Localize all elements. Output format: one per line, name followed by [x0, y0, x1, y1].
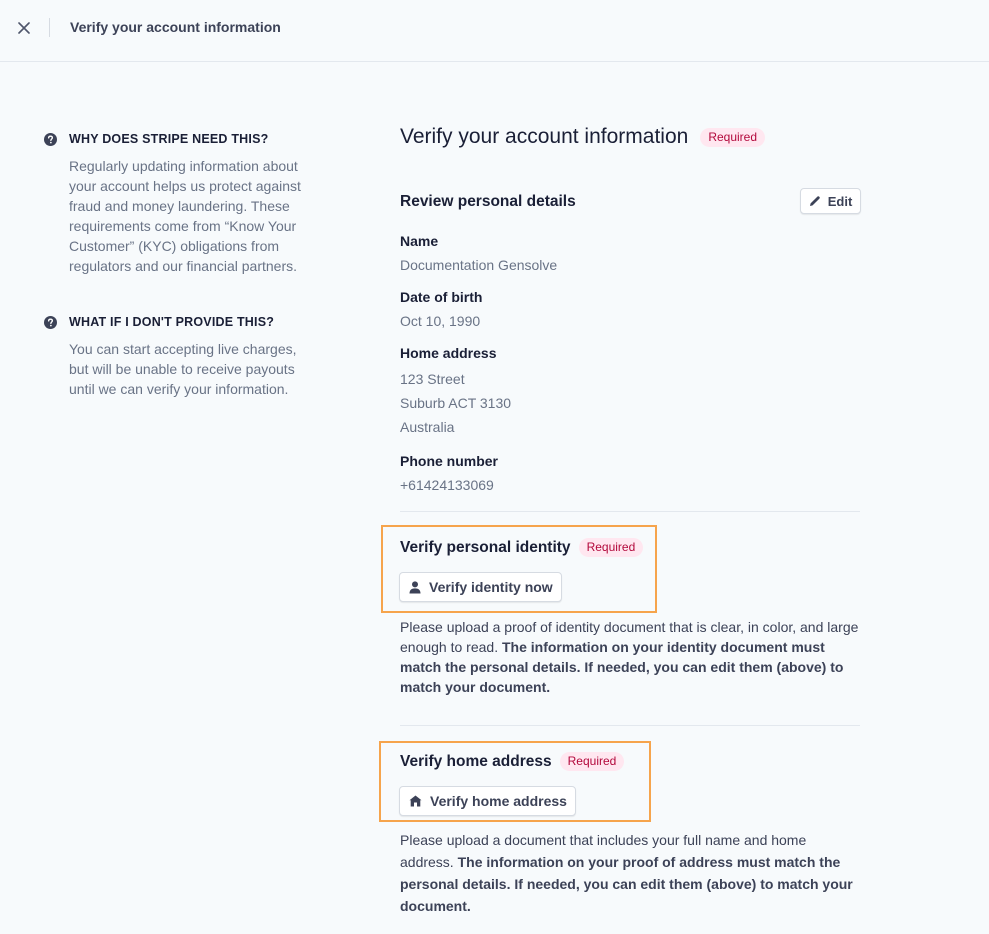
top-bar	[0, 0, 989, 62]
address-desc-bold: The information on your proof of address must match the personal details. If needed, you can edit them (above) to match your document.	[400, 854, 853, 914]
address-line-1: 123 Street	[400, 371, 465, 387]
phone-value: +61424133069	[400, 477, 494, 493]
main-title-text: Verify your account information	[400, 125, 689, 148]
what-if-not-provided-body: You can start accepting live charges, but will be unable to receive payouts until we can verify your information.	[69, 341, 297, 397]
required-badge: Required	[700, 128, 765, 147]
why-stripe-needs-heading-text: WHY DOES STRIPE NEED THIS?	[69, 132, 269, 146]
address-desc-plain: Please upload a document that includes your full name and home address.	[400, 832, 807, 870]
edit-button[interactable]	[800, 188, 861, 214]
address-description	[400, 829, 860, 917]
header-divider	[49, 18, 50, 37]
question-icon	[44, 133, 57, 146]
name-value: Documentation Gensolve	[400, 257, 558, 273]
address-title-text: Verify home address	[400, 752, 552, 770]
home-icon	[409, 795, 422, 807]
review-details-title: Review personal details	[400, 193, 576, 210]
person-icon	[409, 581, 421, 594]
address-line-3: Australia	[400, 419, 455, 435]
close-icon	[18, 22, 30, 34]
verify-home-address-button-label: Verify home address	[430, 793, 567, 809]
why-stripe-needs-section	[44, 132, 314, 276]
name-label: Name	[400, 233, 439, 249]
main-title	[400, 125, 765, 149]
pencil-icon	[809, 195, 821, 207]
divider	[400, 725, 860, 726]
question-icon	[44, 316, 57, 329]
address-section-title	[400, 752, 624, 771]
verify-identity-button[interactable]	[399, 572, 562, 602]
identity-desc-bold: The information on your identity document must match the personal details. If needed, you can edit them (above) to match your document.	[400, 639, 844, 695]
close-button[interactable]	[14, 18, 34, 38]
identity-section-title	[400, 538, 643, 557]
phone-label: Phone number	[400, 453, 499, 469]
identity-desc-plain: Please upload a proof of identity document that is clear, in color, and large enough to read.	[400, 619, 859, 655]
why-stripe-needs-body: Regularly updating information about your account helps us protect against fraud and money laundering. These requirements come from “Know Your Customer” (KYC) obligations from regulators and our financial partners.	[69, 158, 301, 274]
edit-button-label: Edit	[827, 193, 853, 209]
what-if-not-provided-heading-text: WHAT IF I DON'T PROVIDE THIS?	[69, 315, 275, 329]
identity-title-text: Verify personal identity	[400, 538, 571, 556]
address-required-badge: Required	[560, 752, 625, 771]
why-stripe-needs-heading	[44, 132, 314, 146]
dob-value: Oct 10, 1990	[400, 313, 481, 329]
identity-required-badge: Required	[579, 538, 644, 557]
divider	[400, 511, 860, 512]
address-line-2: Suburb ACT 3130	[400, 395, 512, 411]
verify-home-address-button[interactable]	[399, 786, 576, 816]
page-title: Verify your account information	[70, 19, 281, 35]
dob-label: Date of birth	[400, 289, 483, 305]
verify-identity-button-label: Verify identity now	[429, 579, 553, 595]
identity-description	[400, 617, 860, 697]
what-if-not-provided-heading	[44, 315, 314, 329]
home-address-label: Home address	[400, 345, 497, 361]
what-if-not-provided-section	[44, 315, 314, 399]
